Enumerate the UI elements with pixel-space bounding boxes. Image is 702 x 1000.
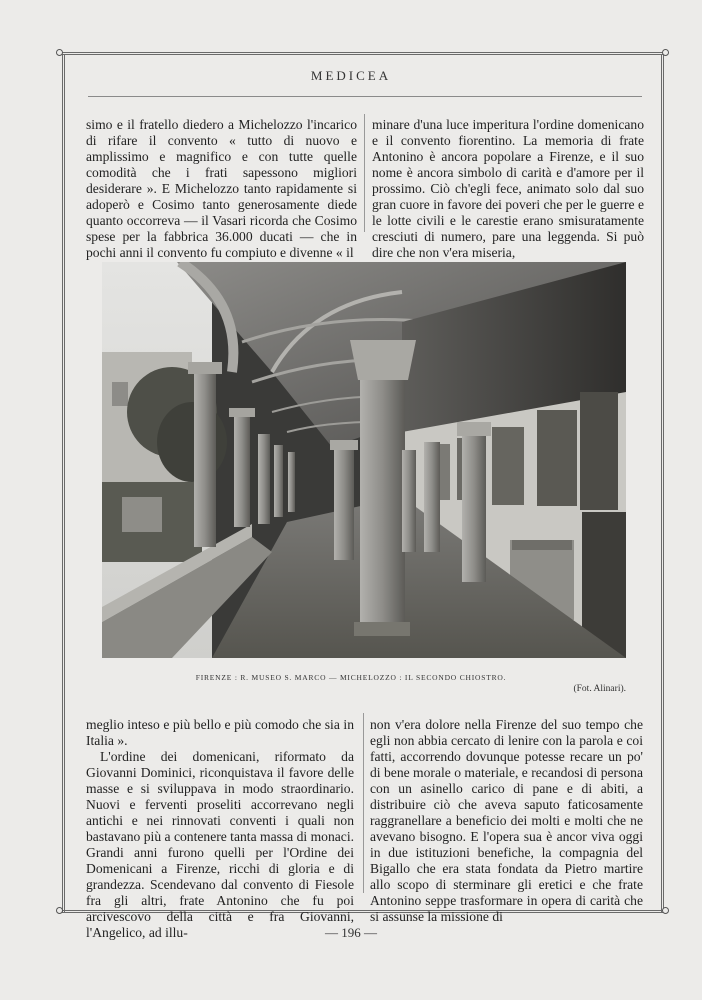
paragraph: L'ordine dei domenicani, riformato da Giovanni Dominici, riconquistava il favore delle masse e si sviluppava in modo straordinario. Nuovi e ferventi proseliti accorrevano negli antichi e nei rinnovati conventi i quali non bastavano più a contenere tanta massa di monaci. Grandi anni furono quelli per l'Ordine dei Domenicani a Firenze, ricchi di gloria e di grandezza. Scendevano dal convento di Fiesole fra gli altri, frate Antonino che fu poi arcivescovo della città e fra Giovanni, l'Angelico, ad illu-	[86, 749, 354, 940]
frame-top-rule	[62, 52, 666, 55]
frame-corner-ornament	[662, 49, 669, 56]
column-divider	[364, 114, 365, 232]
header-rule	[88, 96, 642, 97]
frame-corner-ornament	[56, 49, 63, 56]
top-left-column	[86, 117, 357, 260]
paragraph: minare d'una luce imperitura l'ordine domenicano e il convento fiorentino. La memoria di frate Antonino è ancora popolare a Firenze, e il suo nome è ancora simbolo di carità e d'amore per il prossimo. Ciò ch'egli fece, animato solo dal suo gran cuore in favore dei poveri che per le guerre e le lotte civili e le carestie erano smisuratamente cresciuti di numero, pare una leggenda. Si può dire che non v'era miseria,	[372, 117, 644, 260]
frame-right-rule	[661, 54, 664, 912]
paragraph: meglio inteso e più bello e più comodo che sia in Italia ».	[86, 717, 354, 748]
photo-credit: (Fot. Alinari).	[573, 684, 626, 694]
frame-corner-ornament	[56, 907, 63, 914]
paragraph: simo e il fratello diedero a Michelozzo l'incarico di rifare il convento « tutto di nuovo e amplissimo e magnifico e con tutte quelle comodità che i frati sapessono migliori desiderare ». E Michelozzo tanto rapidamente si adoperò e Cosimo tanto generosamente diede quanto occorreva — il Vasari ricorda che Cosimo spese per la fabbrica 36.000 ducati — che in pochi anni il convento fu compiuto e divenne « il	[86, 117, 357, 260]
paragraph: non v'era dolore nella Firenze del suo tempo che egli non abbia cercato di lenire con la parola e coi fatti, accorrendo dovunque potesse recare un po' di bene morale o materiale, e recandosi di persona con un asinello carico di pane e di abiti, a distribuire ciò che aveva saputo faticosamente raggranellare a beneficio dei molti e molti che ne avevano bisogno. E l'opera sua è ancor viva oggi in due istituzioni benefiche, la compagnia del Bigallo che era stata fondata da Pietro martire allo scopo di sterminare gli eretici e che frate Antonino seppe trasformare in opera di carità che si assunse la missione di	[370, 717, 643, 924]
bottom-right-column	[370, 717, 643, 924]
cloister-photograph	[102, 262, 626, 658]
frame-left-rule	[62, 54, 65, 912]
column-divider	[363, 713, 364, 893]
top-right-column	[372, 117, 644, 260]
running-title: MEDICEA	[310, 68, 392, 83]
cloister-illustration	[102, 262, 626, 658]
page-number: — 196 —	[325, 925, 377, 940]
frame-corner-ornament	[662, 907, 669, 914]
photo-caption: FIRENZE : R. MUSEO S. MARCO — MICHELOZZO : IL SECONDO CHIOSTRO.	[195, 673, 507, 682]
